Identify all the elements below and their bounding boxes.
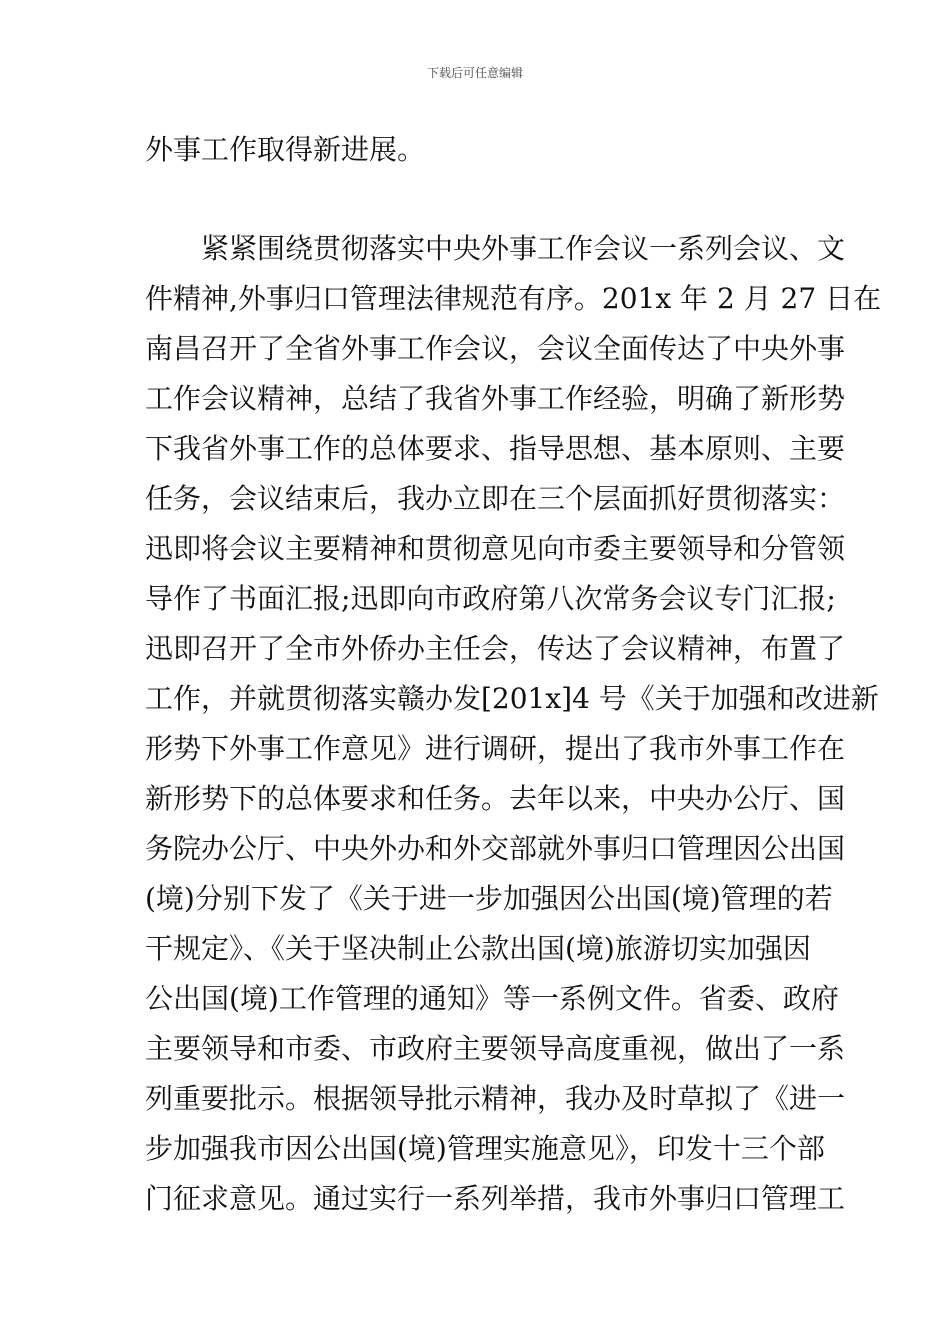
text-line: 务院办公厅、中央外办和外交部就外事归口管理因公出国 — [145, 832, 846, 865]
text-line: 导作了书面汇报;迅即向市政府第八次常务会议专门汇报; — [145, 582, 836, 615]
text-line: 干规定》、《关于坚决制止公款出国(境)旅游切实加强因 — [145, 932, 811, 965]
text-line: 迅即召开了全市外侨办主任会，传达了会议精神，布置了 — [145, 632, 846, 665]
text-line: 外事工作取得新进展。 — [145, 133, 426, 166]
text-line: 形势下外事工作意见》进行调研，提出了我市外事工作在 — [145, 732, 846, 765]
text-line: 下我省外事工作的总体要求、指导思想、基本原则、主要 — [145, 432, 846, 465]
text-line: 南昌召开了全省外事工作会议，会议全面传达了中央外事 — [145, 332, 846, 365]
text-line: 步加强我市因公出国(境)管理实施意见》，印发十三个部 — [145, 1132, 825, 1165]
page-header: 下载后可任意编辑 — [426, 66, 523, 80]
text-line: 工作，并就贯彻落实赣办发[201x]4 号《关于加强和改进新 — [145, 682, 879, 715]
text-line: 新形势下的总体要求和任务。去年以来，中央办公厅、国 — [145, 782, 846, 815]
text-line: 紧紧围绕贯彻落实中央外事工作会议一系列会议、文 — [145, 232, 846, 265]
text-line: 件精神,外事归口管理法律规范有序。201x 年 2 月 27 日在 — [145, 282, 882, 315]
text-line: 工作会议精神，总结了我省外事工作经验，明确了新形势 — [145, 382, 846, 415]
text-line: 迅即将会议主要精神和贯彻意见向市委主要领导和分管领 — [145, 532, 846, 565]
text-line: 主要领导和市委、市政府主要领导高度重视，做出了一系 — [145, 1032, 846, 1065]
text-line: 列重要批示。根据领导批示精神，我办及时草拟了《进一 — [145, 1082, 846, 1115]
text-line: (境)分别下发了《关于进一步加强因公出国(境)管理的若 — [145, 882, 833, 915]
text-line: 任务，会议结束后，我办立即在三个层面抓好贯彻落实： — [145, 482, 846, 515]
text-line: 公出国(境)工作管理的通知》等一系例文件。省委、政府 — [145, 982, 839, 1015]
text-line: 门征求意见。通过实行一系列举措，我市外事归口管理工 — [145, 1182, 846, 1215]
